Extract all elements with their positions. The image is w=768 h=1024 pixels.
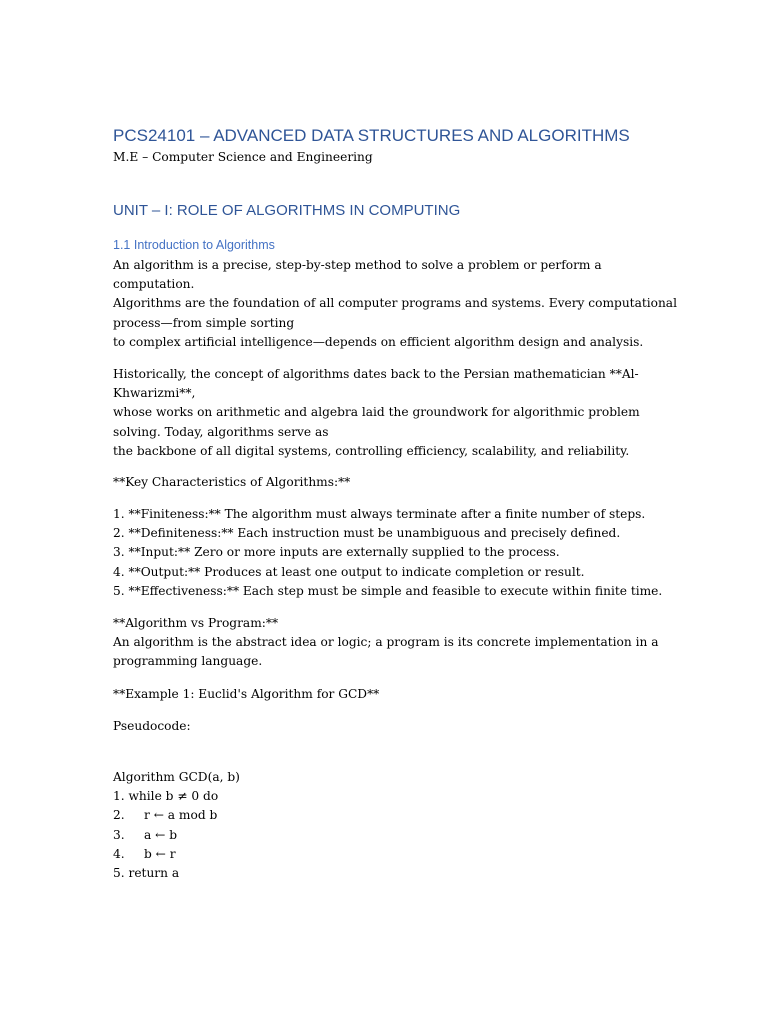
paragraph-line: to complex artificial intelligence—depends on efficient algorithm design and analysis. bbox=[113, 334, 644, 349]
page-subtitle: M.E – Computer Science and Engineering bbox=[113, 150, 373, 164]
code-line: 3. a ← b bbox=[113, 827, 178, 842]
paragraph-line: **Algorithm vs Program:** bbox=[113, 616, 279, 630]
paragraph-line: computation. bbox=[113, 277, 195, 292]
characteristics-list bbox=[113, 505, 662, 601]
paragraph-line: whose works on arithmetic and algebra laid the groundwork for algorithmic problem bbox=[113, 405, 640, 420]
code-line: Algorithm GCD(a, b) bbox=[113, 770, 240, 784]
paragraph-line: the backbone of all digital systems, controlling efficiency, scalability, and reliability. bbox=[113, 443, 630, 458]
key-characteristics-heading bbox=[113, 473, 350, 492]
paragraph-line: An algorithm is a precise, step-by-step method to solve a problem or perform a bbox=[113, 258, 602, 272]
intro-paragraph bbox=[113, 256, 677, 352]
list-item: 2. **Definiteness:** Each instruction must be unambiguous and precisely defined. bbox=[113, 526, 621, 541]
list-item: 5. **Effectiveness:** Each step must be simple and feasible to execute within finite time. bbox=[113, 583, 663, 598]
algo-vs-program-section bbox=[113, 614, 658, 672]
code-line: 4. b ← r bbox=[113, 846, 176, 861]
paragraph-line: programming language. bbox=[113, 654, 263, 669]
page-title: PCS24101 – ADVANCED DATA STRUCTURES AND ALGORITHMS bbox=[113, 126, 630, 145]
paragraph-line: Algorithms are the foundation of all computer programs and systems. Every computational bbox=[113, 296, 677, 311]
list-item: 3. **Input:** Zero or more inputs are externally supplied to the process. bbox=[113, 545, 560, 560]
gcd-algorithm-block bbox=[113, 768, 240, 883]
paragraph-line: Pseudocode: bbox=[113, 719, 191, 733]
unit-heading: UNIT – I: ROLE OF ALGORITHMS IN COMPUTING bbox=[113, 202, 461, 219]
section-heading: 1.1 Introduction to Algorithms bbox=[113, 238, 275, 252]
code-line: 2. r ← a mod b bbox=[113, 808, 218, 823]
list-item: 1. **Finiteness:** The algorithm must always terminate after a finite number of steps. bbox=[113, 507, 646, 521]
pseudocode-label bbox=[113, 717, 191, 736]
paragraph-line: **Key Characteristics of Algorithms:** bbox=[113, 475, 351, 489]
paragraph-line: solving. Today, algorithms serve as bbox=[113, 424, 329, 439]
example-heading bbox=[113, 685, 379, 704]
code-line: 1. while b ≠ 0 do bbox=[113, 789, 219, 804]
list-item: 4. **Output:** Produces at least one output to indicate completion or result. bbox=[113, 564, 585, 579]
paragraph-line: Khwarizmi**, bbox=[113, 386, 196, 401]
paragraph-line: Historically, the concept of algorithms dates back to the Persian mathematician **Al- bbox=[113, 367, 639, 381]
paragraph-line: process—from simple sorting bbox=[113, 315, 295, 330]
paragraph-line: An algorithm is the abstract idea or logic; a program is its concrete implementation in a bbox=[113, 635, 659, 650]
history-paragraph bbox=[113, 365, 640, 461]
code-line: 5. return a bbox=[113, 866, 180, 881]
paragraph-line: **Example 1: Euclid's Algorithm for GCD** bbox=[113, 687, 380, 701]
